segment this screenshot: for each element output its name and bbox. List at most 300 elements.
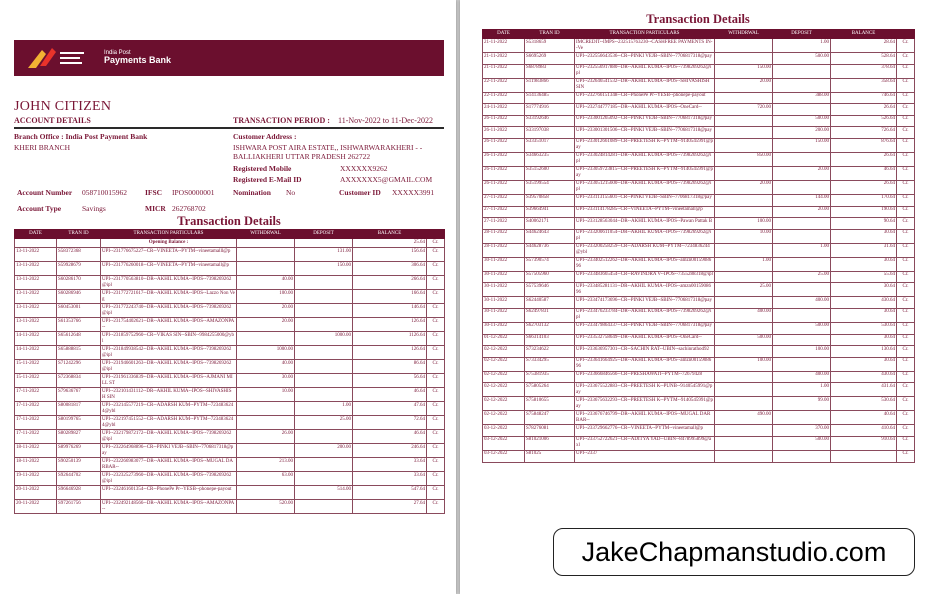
header-divider — [14, 127, 444, 129]
cell-balance: 306.64 — [353, 262, 427, 276]
bank-header-bar — [14, 40, 444, 76]
opening-balance-row — [15, 239, 445, 248]
cell-withdrawal: 1.00 — [715, 257, 773, 271]
cell-tran-id: S33351017 — [525, 138, 575, 152]
table-row — [483, 115, 915, 127]
cell-cr-dr: Cr. — [427, 402, 445, 416]
cell-particulars: UPI--233474173696--CR--PINKI VEJB--SBIN--7706817318@pay — [575, 297, 715, 309]
transaction-period-label: TRANSACTION PERIOD : — [233, 116, 330, 125]
cell-withdrawal: 20.00 — [715, 180, 773, 194]
cell-date: 21-11-2022 — [483, 53, 525, 65]
table-row — [483, 357, 915, 371]
cell-tran-id: S17774916 — [525, 104, 575, 116]
cell-balance: 33.64 — [353, 472, 427, 486]
cell-deposit — [295, 472, 353, 486]
cell-balance: 27.64 — [353, 500, 427, 514]
cell-particulars: UPI--233676746799--DR--AKHIL KUMA--IPOS--MUGAL DARBAR-- — [575, 411, 715, 425]
statement-page-1 — [0, 0, 456, 594]
cell-withdrawal: 20.00 — [715, 78, 773, 92]
cell-withdrawal — [715, 383, 773, 397]
cell-particulars: UPI--233479864337--CR--PINKI VEJB--SBIN--7706817318@pay — [575, 322, 715, 334]
cell-cr-dr: Cr. — [897, 283, 915, 297]
cell-deposit — [295, 239, 353, 248]
cell-cr-dr: Cr. — [897, 436, 915, 450]
cell-date: 28-11-2022 — [483, 243, 525, 257]
cell-date: 20-11-2022 — [15, 486, 57, 500]
cell-tran-id: S90250139 — [57, 458, 101, 472]
cell-particulars: UPI--233402512262--DR--AKHIL KUMA--IPOS--amzn0015908696 — [575, 257, 715, 271]
cell-cr-dr: Cr. — [897, 53, 915, 65]
cell-particulars: UPI--232646541532--DR--AKHIL KUMA--IPOS--SHIVASHISH SIN — [575, 78, 715, 92]
cell-tran-id: S81021006 — [525, 436, 575, 450]
cell-withdrawal — [715, 127, 773, 139]
cell-cr-dr: Cr. — [897, 104, 915, 116]
table-row — [15, 304, 445, 318]
cell-deposit — [295, 318, 353, 332]
cell-date: 26-11-2022 — [483, 138, 525, 152]
cell-withdrawal — [715, 322, 773, 334]
table-row — [483, 436, 915, 450]
cell-withdrawal: 20.00 — [237, 318, 295, 332]
cell-particulars: UPI--233483665454--CR--RAVINDRA V--IPOS--7355288318@ipl — [575, 271, 715, 283]
nomination-value: No — [286, 188, 296, 197]
cell-balance: 40.64 — [831, 411, 897, 425]
cell-tran-id: S71242296 — [57, 360, 101, 374]
cell-tran-id: S75848247 — [525, 411, 575, 425]
account-details-heading: ACCOUNT DETAILS — [14, 116, 91, 125]
cell-cr-dr: Cr. — [897, 297, 915, 309]
cell-particulars: UPI--232492148566--DR--AKHIL KUMA--IPOS--AMAZONPA-- — [101, 500, 237, 514]
cell-tran-id: S92644702 — [57, 472, 101, 486]
cell-date: 27-11-2022 — [483, 206, 525, 218]
cell-deposit — [773, 64, 831, 78]
cell-particulars: UPI--232101431112--DR--AKHIL KUMA--IPOS--SHIVASHISH SIN — [101, 388, 237, 402]
cell-cr-dr: Cr. — [897, 127, 915, 139]
cell-deposit — [773, 357, 831, 371]
cell-deposit — [773, 450, 831, 462]
cell-balance: 47.64 — [353, 402, 427, 416]
cell-particulars: UPI--233752722621--CR--ADITYA YAD--UBIN--8478995899@axl — [575, 436, 715, 450]
ippb-logo-icon — [22, 44, 102, 72]
cell-cr-dr: Cr. — [897, 64, 915, 78]
cell-balance — [831, 450, 897, 462]
cell-particulars: UPI--232744777185--DR--AKHIL KUMA--IPOS--OneCard-- — [575, 104, 715, 116]
cell-date: 14-11-2022 — [15, 332, 57, 346]
cell-particulars: UPI--232461601354--CR--PhonePe Pr--YESB--phonepe-payout — [101, 486, 237, 500]
column-header-tran-id: TRAN ID — [57, 230, 101, 239]
cell-particulars: UPI--233641664925--DR--AKHIL KUMA--IPOS--amzn0015908696 — [575, 357, 715, 371]
cell-tran-id: S35199554 — [525, 180, 575, 194]
table-row — [483, 334, 915, 346]
cell-cr-dr: Cr. — [897, 411, 915, 425]
watermark-banner: JakeChapmanstudio.com — [553, 528, 915, 576]
cell-tran-id: S80081817 — [57, 402, 101, 416]
cell-tran-id: S33197038 — [525, 127, 575, 139]
cell-deposit: 150.00 — [295, 262, 353, 276]
cell-deposit — [773, 334, 831, 346]
cell-particulars: UPI--233675522883--CR--PREETESH K--PUNB--9140545991@pay — [575, 383, 715, 397]
cell-withdrawal — [237, 239, 295, 248]
cell-withdrawal — [715, 271, 773, 283]
cell-tran-id: S65612648 — [57, 332, 101, 346]
table-row — [15, 430, 445, 444]
customer-id-label: Customer ID — [339, 188, 381, 197]
cell-tran-id: S60453001 — [57, 304, 101, 318]
table-row — [483, 127, 915, 139]
cell-deposit: 500.00 — [773, 322, 831, 334]
cell-tran-id: S57390574 — [525, 257, 575, 271]
cell-deposit — [295, 374, 353, 388]
column-header-date: DATE — [483, 30, 525, 39]
cell-withdrawal: 400.00 — [715, 308, 773, 322]
cell-withdrawal — [715, 436, 773, 450]
cell-tran-id: S40062171 — [525, 218, 575, 230]
table-row — [483, 78, 915, 92]
cell-balance: 33.64 — [353, 458, 427, 472]
cell-particulars: UPI--233485281131--DR--AKHIL KUMA--IPOS--amzn0015908696 — [575, 283, 715, 297]
cell-particulars: UPI--231754402621--DR--AKHIL KUMA--IPOS--AMAZONPA-- — [101, 318, 237, 332]
customer-address-line2: BALLIAKHERI UTTAR PRADESH 262722 — [233, 152, 371, 161]
cell-withdrawal: 10.00 — [237, 388, 295, 402]
cell-date: 30-11-2022 — [483, 308, 525, 322]
cell-withdrawal: 500.00 — [715, 334, 773, 346]
table-row — [483, 371, 915, 383]
cell-withdrawal: 520.00 — [237, 500, 295, 514]
cell-withdrawal: 26.00 — [237, 430, 295, 444]
cell-particulars: UPI--233012661089--CR--PREETESH K--PYTM--9140545991@pay — [576, 139, 713, 151]
cell-deposit: 99.00 — [773, 397, 831, 411]
cell-tran-id: S62703132 — [525, 322, 575, 334]
table-row — [483, 243, 915, 257]
cell-cr-dr: Cr. — [427, 248, 445, 262]
table-row — [483, 397, 915, 411]
cell-tran-id: S75805264 — [525, 383, 575, 397]
cell-balance: 55.64 — [831, 271, 897, 283]
cell-tran-id: S89976269 — [57, 444, 101, 458]
cell-tran-id: S73334295 — [525, 357, 575, 371]
cell-tran-id: S6695269 — [525, 53, 575, 65]
column-header-date: DATE — [15, 230, 57, 239]
branch-value: KHERI BRANCH — [14, 143, 71, 152]
cell-date: 21-11-2022 — [483, 64, 525, 78]
cell-cr-dr: Cr. — [427, 304, 445, 318]
cell-tran-id: S75381935 — [525, 371, 575, 383]
cell-withdrawal: 720.00 — [715, 104, 773, 116]
cell-withdrawal — [237, 248, 295, 262]
cell-withdrawal: 40.00 — [237, 360, 295, 374]
cell-cr-dr: Cr. — [897, 383, 915, 397]
column-header-withdrawal: WITHDRWAL — [715, 30, 773, 39]
account-number-label: Account Number — [17, 188, 73, 197]
cell-particulars: UPI--231772243740--DR--AKHIL KUMA--IPOS--7398269262@ipl — [101, 304, 237, 318]
registered-email-label: Registered E-Mail ID — [233, 175, 302, 184]
cell-date: 03-12-2022 — [483, 436, 525, 450]
cell-date: 20-11-2022 — [15, 500, 57, 514]
cell-date: 17-11-2022 — [15, 402, 57, 416]
cell-cr-dr: Cr. — [427, 416, 445, 430]
cell-deposit: 500.00 — [773, 53, 831, 65]
cell-cr-dr: Cr. — [897, 257, 915, 271]
table-row — [483, 346, 915, 358]
cell-withdrawal — [715, 194, 773, 206]
cell-deposit: 1.00 — [773, 243, 831, 257]
cell-balance: 526.64 — [831, 115, 897, 127]
table-row — [483, 383, 915, 397]
table-row — [15, 360, 445, 374]
cell-tran-id: S59928679 — [57, 262, 101, 276]
cell-tran-id: S72368834 — [57, 374, 101, 388]
cell-date: 02-12-2022 — [483, 357, 525, 371]
cell-deposit — [773, 218, 831, 230]
cell-balance: 1126.64 — [353, 332, 427, 346]
cell-date: 13-11-2022 — [15, 248, 57, 262]
cell-particulars: UPI--233114178285--CR--VINEETA--PYTM--vineetamall@p — [575, 206, 715, 218]
customer-id-value: XXXXX3991 — [392, 188, 435, 197]
cell-date: 02-12-2022 — [483, 371, 525, 383]
cell-deposit: 400.00 — [773, 297, 831, 309]
account-holder-name: JOHN CITIZEN — [14, 99, 112, 114]
table-row — [15, 276, 445, 290]
table-row — [483, 322, 915, 334]
registered-mobile-value: XXXXXX9262 — [340, 164, 388, 173]
cell-tran-id: S11983866 — [525, 78, 575, 92]
cell-particulars: UPI--232264968896--CR--PINKI VEJB--SBIN--7706817318@pay — [101, 444, 237, 458]
cell-date: 02-12-2022 — [483, 397, 525, 411]
table-row — [483, 283, 915, 297]
cell-deposit — [773, 283, 831, 297]
cell-deposit: 370.00 — [773, 425, 831, 437]
cell-cr-dr: Cr. — [897, 322, 915, 334]
cell-cr-dr: Cr. — [897, 138, 915, 152]
table-row — [483, 206, 915, 218]
cell-date: 13-11-2022 — [15, 304, 57, 318]
cell-date: 26-11-2022 — [483, 166, 525, 180]
cell-withdrawal: 150.00 — [715, 64, 773, 78]
cell-withdrawal: 30.00 — [237, 374, 295, 388]
table-row — [483, 308, 915, 322]
table-row — [483, 425, 915, 437]
cell-deposit — [295, 346, 353, 360]
cell-balance: 46.64 — [353, 388, 427, 402]
table-row — [15, 262, 445, 276]
cell-deposit: 131.00 — [295, 248, 353, 262]
cell-date: 24-11-2022 — [483, 104, 525, 116]
cell-cr-dr: Cr. — [427, 486, 445, 500]
table-row — [483, 39, 915, 53]
cell-tran-id: S80289827 — [57, 430, 101, 444]
micr-label: MICR — [145, 204, 166, 213]
cell-particulars: UPI--233024814281--DR--AKHIL KUMA--IPOS--7398269262@ipl — [575, 152, 715, 166]
cell-date: 26-11-2022 — [483, 180, 525, 194]
cell-deposit — [295, 500, 353, 514]
bank-logo — [22, 44, 172, 72]
table-row — [15, 472, 445, 486]
cell-withdrawal — [715, 346, 773, 358]
cell-withdrawal — [715, 92, 773, 104]
cell-particulars: UPI--231946601263--DR--AKHIL KUMA--IPOS--7398269262@ipl — [101, 360, 237, 374]
cell-withdrawal: 25.00 — [715, 283, 773, 297]
table-row — [483, 229, 915, 243]
cell-deposit: 500.00 — [773, 115, 831, 127]
cell-particulars: UPI--233128563044--DR--AKHIL KUMA--IPOS--Pawan Pattak B — [575, 218, 715, 230]
cell-date: 15-11-2022 — [15, 374, 57, 388]
cell-cr-dr: Cr. — [427, 500, 445, 514]
cell-tran-id: S5318659 — [525, 39, 575, 53]
table-row — [15, 416, 445, 430]
cell-balance: 166.64 — [353, 290, 427, 304]
cell-particulars: UPI--233051215600--DR--AKHIL KUMA--IPOS--7398269262@ipl — [575, 180, 715, 194]
cell-date — [15, 239, 57, 248]
cell-balance: 30.64 — [831, 257, 897, 271]
cell-date: 02-12-2022 — [483, 346, 525, 358]
table-row — [15, 346, 445, 360]
cell-balance: 170.64 — [831, 194, 897, 206]
cell-withdrawal: 10.00 — [715, 229, 773, 243]
cell-deposit: 1.00 — [295, 402, 353, 416]
cell-cr-dr: Cr. — [897, 229, 915, 243]
cell-tran-id: S60286170 — [57, 276, 101, 290]
cell-balance: 26.64 — [831, 104, 897, 116]
cell-cr-dr: Cr. — [897, 243, 915, 257]
customer-address-line1: ISHWARA POST AIRA ESTATE,, ISHWARWARAKHERI - - — [233, 143, 423, 152]
cell-balance: 528.64 — [831, 53, 897, 65]
cell-cr-dr: Cr. — [897, 346, 915, 358]
table-row — [15, 402, 445, 416]
cell-particulars: UPI--231859752960--CR--VIKAS SIN--SBIN--9984255000@ybl — [101, 332, 237, 346]
table-row — [15, 332, 445, 346]
cell-tran-id: S33192646 — [525, 115, 575, 127]
column-header-cr-dr — [897, 30, 915, 39]
cell-balance: 46.64 — [353, 430, 427, 444]
cell-balance: 46.64 — [831, 166, 897, 180]
table-row — [483, 138, 915, 152]
transactions-table-page-1 — [14, 229, 445, 514]
cell-particulars: IMCREDIT--IMPS--232515763230--CASHFREE PAYMENTS IN--Ve — [575, 39, 715, 53]
cell-date: 17-11-2022 — [15, 416, 57, 430]
cell-balance: 28.64 — [831, 39, 897, 53]
cell-tran-id: S39570858 — [525, 194, 575, 206]
section-title-page-2: Transaction Details — [646, 12, 750, 26]
cell-balance: 547.64 — [353, 486, 427, 500]
table-row — [483, 297, 915, 309]
cell-tran-id: S44628736 — [525, 243, 575, 257]
registered-mobile-label: Registered Mobile — [233, 164, 292, 173]
transactions-table-page-2 — [482, 29, 915, 463]
cell-balance: 30.64 — [831, 357, 897, 371]
cell-deposit — [295, 360, 353, 374]
cell-balance: 378.64 — [831, 64, 897, 78]
cell-cr-dr: Cr. — [897, 180, 915, 194]
cell-date: 13-11-2022 — [15, 262, 57, 276]
ifsc-value: IPOS0000001 — [172, 188, 215, 197]
opening-balance-value: 25.64 — [353, 239, 427, 248]
cell-deposit — [773, 257, 831, 271]
column-header-withdrawal: WITHDRWAL — [237, 230, 295, 239]
cell-deposit: 514.00 — [295, 486, 353, 500]
cell-deposit — [773, 78, 831, 92]
cell-tran-id — [57, 239, 101, 248]
table-row — [483, 194, 915, 206]
nomination-label: Nomination — [233, 188, 271, 197]
table-row — [483, 271, 915, 283]
cell-deposit: 400.00 — [773, 371, 831, 383]
cell-deposit: 150.00 — [773, 138, 831, 152]
cell-deposit: 25.00 — [773, 271, 831, 283]
cell-date: 03-12-2022 — [483, 450, 525, 462]
cell-particulars: UPI--232179872172--DR--AKHIL KUMA--IPOS--7398269262@ipl — [101, 430, 237, 444]
cell-cr-dr: Cr. — [427, 472, 445, 486]
cell-date: 22-11-2022 — [483, 92, 525, 104]
cell-deposit — [773, 308, 831, 322]
cell-balance: 156.64 — [353, 248, 427, 262]
cell-particulars: UPI--233636957301--CR--SACHIN RAT--UBIN--sachinrathod92 — [575, 346, 715, 358]
cell-deposit: 25.00 — [295, 416, 353, 430]
cell-balance: 746.64 — [831, 92, 897, 104]
cell-withdrawal: 20.00 — [237, 304, 295, 318]
cell-deposit — [773, 411, 831, 425]
column-header-particulars: TRANSACTION PARTICULARS — [101, 230, 237, 239]
cell-particulars: UPI--2337 — [575, 450, 715, 462]
cell-cr-dr: Cr. — [897, 115, 915, 127]
cell-particulars: UPI--231849938542--DR--AKHIL KUMA--IPOS--7398269262@ipl — [101, 346, 237, 360]
column-header-deposit: DEPOSIT — [773, 30, 831, 39]
cell-withdrawal: 100.00 — [237, 290, 295, 304]
table-row — [15, 374, 445, 388]
account-type-value: Savings — [82, 204, 106, 213]
cell-balance: 126.64 — [353, 346, 427, 360]
cell-balance: 190.64 — [831, 206, 897, 218]
table-row — [15, 248, 445, 262]
cell-date: 26-11-2022 — [483, 115, 525, 127]
cell-balance: 146.64 — [353, 304, 427, 318]
cell-deposit: 388.00 — [773, 92, 831, 104]
cell-withdrawal — [715, 450, 773, 462]
cell-cr-dr: Cr. — [427, 444, 445, 458]
cell-particulars: UPI--231776260018--CR--VINEETA--PYTM--vineetamall@p — [101, 262, 237, 276]
micr-value: 262768702 — [172, 204, 206, 213]
cell-deposit — [295, 388, 353, 402]
cell-date: 30-11-2022 — [483, 257, 525, 271]
cell-particulars: UPI--231772721617--DR--AKHIL KUMA--IPOS--Lazzo Non Veg — [102, 290, 235, 302]
cell-particulars: UPI--233113155601--CR--PINKI VEJB--SBIN--7706817318@pay — [575, 194, 715, 206]
cell-date: 15-11-2022 — [15, 360, 57, 374]
cell-date: 27-11-2022 — [483, 194, 525, 206]
cell-withdrawal — [715, 53, 773, 65]
cell-particulars: UPI--233729662776--CR--VINEETA--PYTM--vineetamall@p — [575, 425, 715, 437]
account-type-label: Account Type — [17, 204, 62, 213]
cell-tran-id: S14136485 — [525, 92, 575, 104]
cell-deposit: 500.00 — [773, 436, 831, 450]
cell-deposit — [295, 276, 353, 290]
cell-tran-id: S62497831 — [525, 308, 575, 322]
cell-cr-dr: Cr. — [897, 397, 915, 411]
cell-particulars: UPI--232325273960--DR--AKHIL KUMA--IPOS--7398269262@ipl — [101, 472, 237, 486]
cell-balance: 30.64 — [831, 334, 897, 346]
cell-cr-dr: Cr. — [427, 290, 445, 304]
cell-cr-dr: Cr. — [427, 430, 445, 444]
column-header-deposit: DEPOSIT — [295, 230, 353, 239]
cell-particulars: UPI--231961336839--DR--AKHIL KUMA--IPOS--AJMANI MILL ST — [101, 374, 237, 388]
table-row — [483, 104, 915, 116]
cell-withdrawal — [237, 262, 295, 276]
cell-date: 14-11-2022 — [15, 346, 57, 360]
cell-tran-id: S57539646 — [525, 283, 575, 297]
cell-particulars: UPI--231770563810--DR--AKHIL KUMA--IPOS--7398269262@ipl — [101, 276, 237, 290]
cell-date: 26-11-2022 — [483, 127, 525, 139]
cell-tran-id: S79636767 — [57, 388, 101, 402]
cell-cr-dr: Cr. — [427, 276, 445, 290]
account-number-value: 058710015962 — [82, 188, 127, 197]
